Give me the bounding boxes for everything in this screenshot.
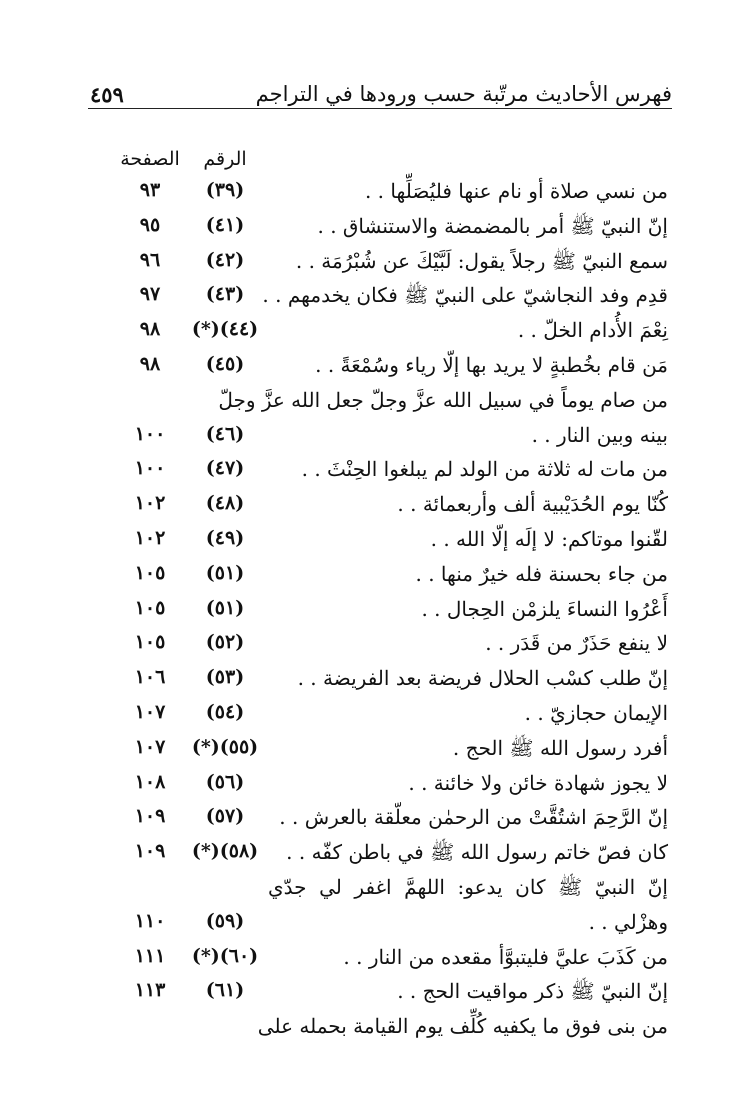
page-reference: ١٠٠ [134,422,166,445]
hadith-text: أَعْرُوا النساءَ يلزمْن الحِجال . . [421,596,668,621]
hadith-text: من كَذَبَ عليَّ فليتبوَّأ مقعده من النار . . [343,944,668,969]
page-reference: ١٠٠ [134,457,166,480]
hadith-number: (٥٣) [205,666,245,689]
hadith-number: (٥١) [205,561,245,584]
hadith-text: مَن قام بخُطبةٍ لا يريد بها إلّا رياء وسُمْعَةً . . [315,352,668,377]
index-entry [0,663,756,698]
page-reference: ١٠٢ [134,492,166,515]
hadith-text: وهزْلي . . [588,909,668,934]
index-entry [0,733,756,768]
page-reference: ١٠٧ [134,700,166,723]
hadith-text: إنّ النبيّ ﷺ ذكر مواقيت الحج . . [397,979,668,1004]
page-reference: ١١٠ [134,909,166,932]
index-entry [0,907,756,942]
hadith-number: (٤٢) [205,248,245,271]
hadith-number: (٥١) [205,596,245,619]
index-entry [0,350,756,385]
index-entry [0,524,756,559]
running-title: فهرس الأحاديث مرتّبة حسب ورودها في التراجم [255,82,672,106]
index-entry [0,942,756,977]
index-entry [0,802,756,837]
hadith-number: (٤٣) [205,283,245,306]
page-column-header: الصفحة [120,148,180,170]
hadith-number: (٤١) [205,213,245,236]
page-reference: ٩٣ [139,179,161,201]
index-entry [0,420,756,455]
index-entry [0,976,756,1011]
hadith-text: لا يجوز شهادة خائن ولا خائنة . . [408,770,668,795]
hadith-number: (٤٥) [205,352,245,375]
index-entry [0,768,756,803]
index-entry [0,211,756,246]
hadith-text: من مات له ثلاثة من الولد لم يبلغوا الحِنْثَ . . [301,457,668,482]
index-entry [0,176,756,211]
page-reference: ١١٣ [134,979,166,1002]
page-reference: ١٠٥ [134,561,166,584]
hadith-text: إنّ الرَّحِمَ اشتُقَّتْ من الرحمٰن معلّقة بالعرش . . [279,805,668,830]
index-entry [0,385,756,420]
hadith-number: (٥٦) [205,770,245,793]
hadith-text: من جاء بحسنة فله خيرٌ منها . . [415,561,668,586]
hadith-text: إنّ النبيّ ﷺ أمر بالمضمضة والاستنشاق . . [317,213,668,238]
page-reference: ١٠٥ [134,596,166,619]
hadith-text: الإيمان حجازيّ . . [524,700,668,725]
hadith-number: (٥٥)(*) [191,735,259,758]
page-reference: ١٠٩ [134,840,166,863]
hadith-number: (٥٩) [205,909,245,932]
index-entry [0,628,756,663]
page-reference: ٩٨ [139,318,161,341]
index-entries [0,176,756,1046]
hadith-number: (٤٤)(*) [191,318,259,341]
hadith-number: (٤٩) [205,526,245,549]
page-reference: ٩٥ [139,213,161,236]
index-entry [0,594,756,629]
hadith-number: (٦١) [205,979,245,1002]
hadith-number: (٣٩) [205,179,245,201]
hadith-text: لقّنوا موتاكم: لا إلَه إلّا الله . . [430,526,668,551]
page-reference: ١٠٢ [134,526,166,549]
hadith-number: (٥٧) [205,805,245,828]
page-number: ٤٥٩ [90,82,124,107]
column-headers [0,148,756,178]
index-entry [0,1011,756,1046]
hadith-text: قدِم وفد النجاشيّ على النبيّ ﷺ فكان يخدمهم . . [262,283,668,308]
hadith-number: (٦٠)(*) [191,944,259,967]
hadith-text: كان فصّ خاتم رسول الله ﷺ في باطن كفّه . . [286,840,668,865]
hadith-number: (٥٨)(*) [191,840,259,863]
index-entry [0,872,756,907]
index-entry [0,698,756,733]
index-entry [0,454,756,489]
hadith-number: (٥٢) [205,631,245,654]
page-header [88,78,672,109]
hadith-text: من صام يوماً في سبيل الله عزَّ وجلّ جعل الله عزَّ وجلّ [218,387,668,412]
hadith-text: بينه وبين النار . . [531,422,668,447]
hadith-text: سمع النبيّ ﷺ رجلاً يقول: لَبَّيْكَ عن شُبْرُمَة . . [295,248,668,273]
index-entry [0,246,756,281]
hadith-text: من نسي صلاة أو نام عنها فليُصَلِّها . . [364,179,668,203]
number-column-header: الرقم [203,148,247,170]
page-reference: ١٠٧ [134,735,166,758]
page-reference: ١٠٨ [134,770,166,793]
hadith-number: (٥٤) [205,700,245,723]
page-reference: ٩٧ [139,283,161,306]
hadith-number: (٤٧) [205,457,245,480]
page-reference: ١٠٩ [134,805,166,828]
hadith-text: لا ينفع حَذَرٌ من قَدَر . . [485,631,668,656]
hadith-text: كُنّا يوم الحُدَيْبية ألف وأربعمائة . . [397,492,668,517]
page-reference: ٩٨ [139,352,161,375]
index-entry [0,559,756,594]
hadith-text: نِعْمَ الأُدام الخلّ . . [517,318,668,343]
page-reference: ٩٦ [139,248,161,271]
index-entry [0,315,756,350]
hadith-text: من بنى فوق ما يكفيه كُلِّف يوم القيامة بحمله على [257,1014,668,1039]
index-entry [0,837,756,872]
page-reference: ١٠٥ [134,631,166,654]
index-entry [0,489,756,524]
hadith-text: إنّ طلب كسْب الحلال فريضة بعد الفريضة . . [297,666,668,691]
hadith-text: إنّ النبيّ ﷺ كان يدعو: اللهمَّ اغفر لي جدّي [268,874,668,899]
hadith-number: (٤٨) [205,492,245,515]
hadith-number: (٤٦) [205,422,245,445]
hadith-text: أفرد رسول الله ﷺ الحج . [452,735,668,760]
page-reference: ١٠٦ [134,666,166,689]
page-reference: ١١١ [134,944,166,967]
index-entry [0,280,756,315]
